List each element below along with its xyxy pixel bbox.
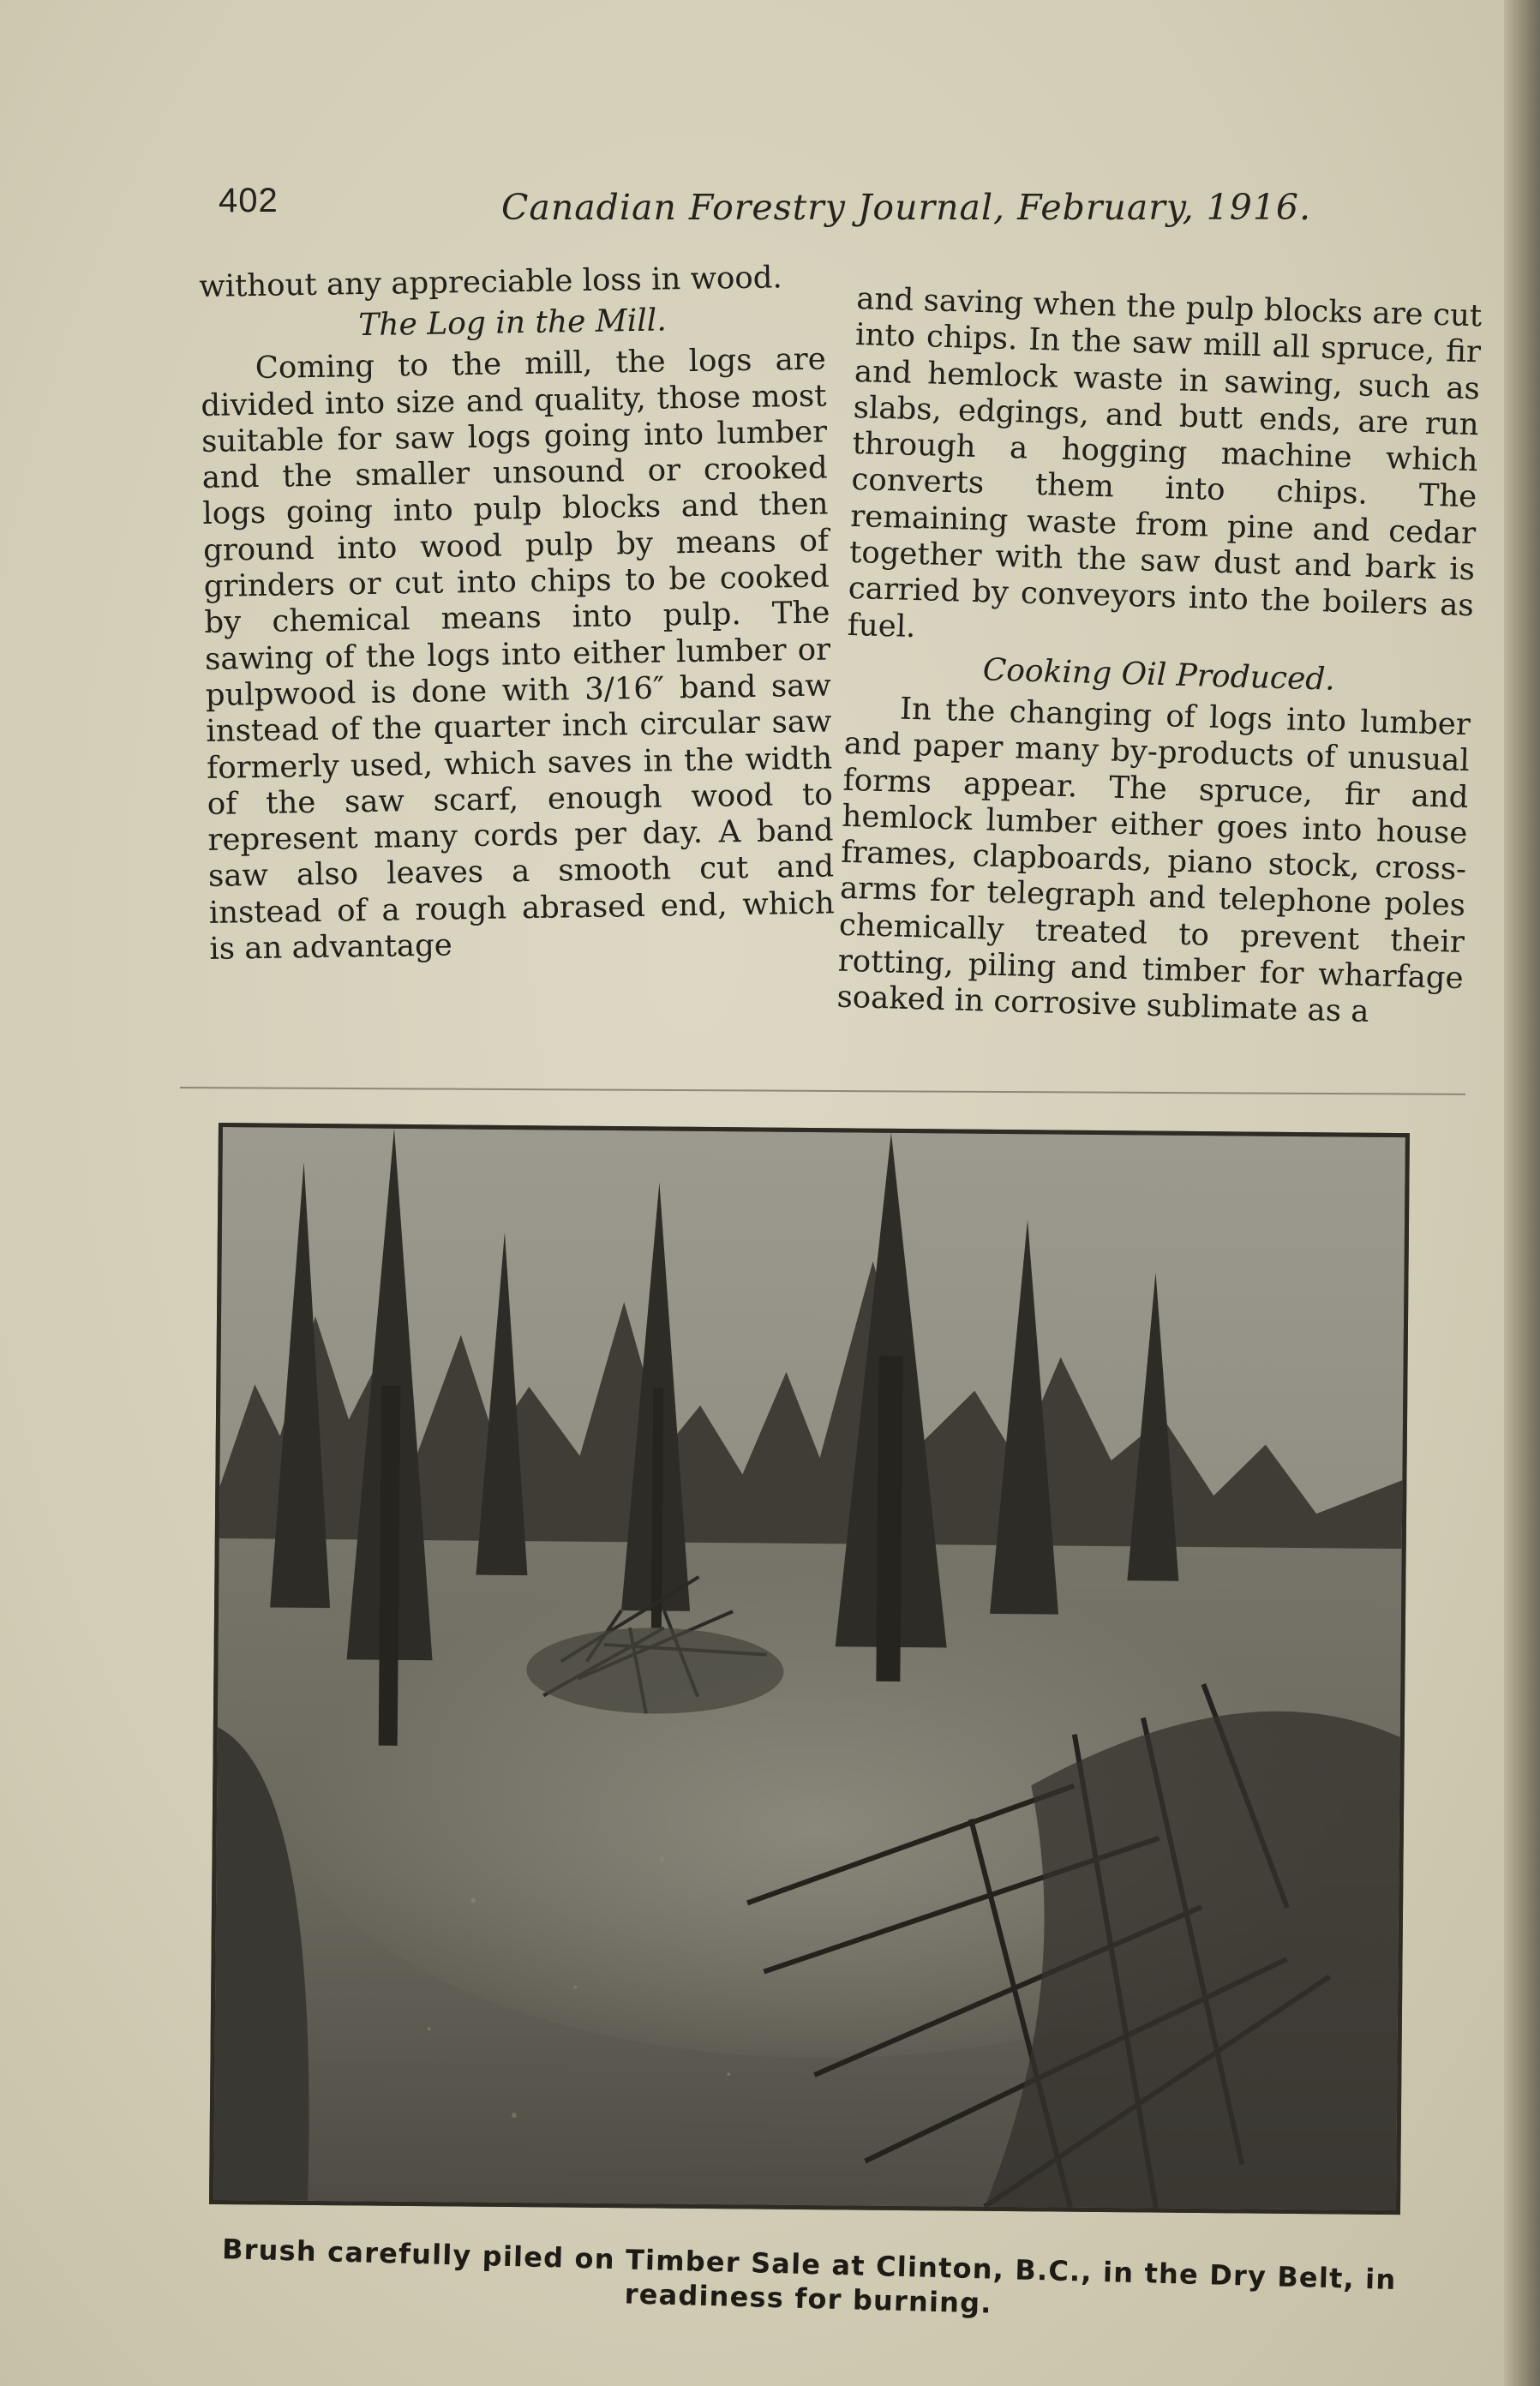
section-heading-cooking-oil: Cooking Oil Produced. [982,652,1336,698]
binding-edge [1504,0,1540,2386]
left-column [199,260,836,968]
forest-photograph [209,1123,1410,2215]
brush-pile-photo-image [213,1127,1405,2210]
column-divider-rule [180,1087,1465,1095]
right-paragraph: In the changing of logs into lumber and paper many by-products of unusual forms appear. The spruce, fir and hemlock lumber either goes into house frames, clapboards, piano stock, cross-arms for telegraph and telephone poles chemically treated to prevent their rotting, piling and timber for wharfage soaked in corrosive sublimate as a [836,691,1471,1030]
section-heading-log-in-mill: The Log in the Mill. [358,303,668,344]
left-continuation-text: without any appreciable loss in wood. [199,260,783,304]
right-continuation-text: and saving when the pulp blocks are cut into chips. In the saw mill all spruce, fir and hemlock waste in sawing, such as slabs, edgings, and butt ends, are run through a hogging machine which converts them into chips. The remaining waste from pine and cedar together with the saw dust and bark is carried by conveyors into the boilers as fuel. [847,281,1483,644]
photo-caption: Brush carefully piled on Timber Sale at Clinton, B.C., in the Dry Belt, in readiness for burning. [221,2233,1397,2320]
left-paragraph: Coming to the mill, the logs are divided into size and quality, those most suitable for saw logs going into lumber and the smaller unsound or crooked logs going into pulp blocks and then ground into wood pulp by means of grinders or cut into chips to be cooked by chemical means into pulp. The sawing of the logs into either lumber or pulpwood is done with 3/16″ band saw instead of the quarter inch circular saw formerly used, which saves in the width of the saw scarf, enough wood to represent many cords per day. A band saw also leaves a smooth cut and instead of a rough abrased end, which is an advantage [201,341,836,967]
right-column [836,281,1483,1034]
running-head: Canadian Forestry Journal, February, 1916. [501,187,1312,228]
page-number: 402 [219,182,279,219]
